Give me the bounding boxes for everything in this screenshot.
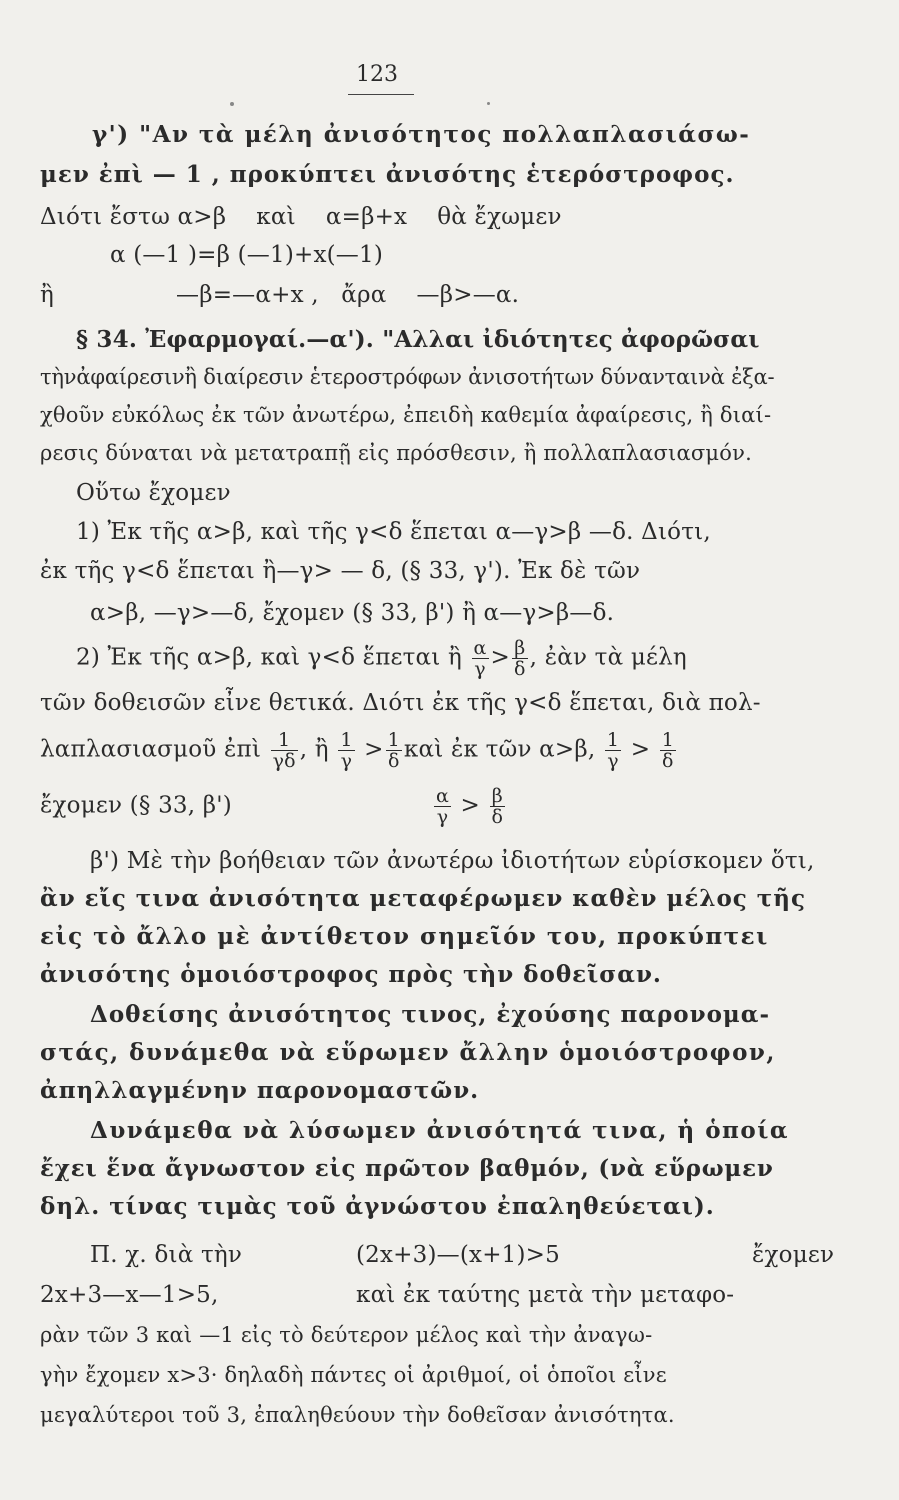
fraction-denominator: γ: [436, 806, 449, 828]
text-line: ἂν εἴς τινα ἀνισότητα μεταφέρωμεν καθὲν μέλος τῆς: [40, 885, 807, 912]
text-line: εἰς τὸ ἄλλο μὲ ἀντίθετον σημεῖόν του, προκύπτει: [40, 923, 769, 950]
text-line: ,: [529, 644, 538, 671]
text-line: Οὕτω ἔχομεν: [76, 480, 231, 506]
text-line: (2x+3)—(x+1)>5: [356, 1242, 560, 1268]
fraction: [271, 730, 298, 771]
ink-speck: [230, 102, 234, 106]
fraction-numerator: β: [490, 786, 506, 807]
ink-speck: [487, 102, 490, 105]
text-line: 2) Ἐκ τῆς α>β, καὶ γ<δ ἕπεται ἢ: [76, 644, 462, 671]
text-line: στάς, δυνάμεθα νὰ εὕρωμεν ἄλλην ὁμοιόστροφον,: [40, 1039, 776, 1066]
text-line: ἔχει ἕνα ἄγνωστον εἰς πρῶτον βαθμόν, (νὰ εὕρωμεν: [40, 1155, 774, 1182]
fraction-denominator: δ: [491, 806, 504, 828]
fraction-denominator: γ: [340, 750, 353, 772]
text-line: χθοῦν εὐκόλως ἐκ τῶν ἀνωτέρω, ἐπειδὴ καθεμία ἀφαίρεσις, ἢ διαί-: [40, 403, 772, 427]
text-line: ἀνισότης ὁμοιόστροφος πρὸς τὴν δοθεῖσαν.: [40, 961, 662, 988]
text-line: 2x+3—x—1>5,: [40, 1282, 219, 1308]
fraction-numerator: 1: [387, 729, 400, 751]
fraction: [490, 786, 506, 827]
text-line: Π. χ. διὰ τὴν: [90, 1242, 243, 1268]
text-line: ἔχομεν (§ 33, β'): [40, 792, 232, 819]
text-line: 1) Ἐκ τῆς α>β, καὶ τῆς γ<δ ἕπεται α—γ>β —δ. Διότι,: [76, 519, 711, 545]
gt-symbol: >: [460, 792, 480, 819]
fraction-numerator: β: [512, 638, 528, 659]
text-line: δηλ. τίνας τιμὰς τοῦ ἀγνώστου ἐπαληθεύεται).: [40, 1193, 715, 1220]
text-line: τῶν δοθεισῶν εἶνε θετικά. Διότι ἐκ τῆς γ<δ ἕπεται, διὰ πολ-: [40, 690, 761, 716]
text-line: ἢ: [40, 282, 54, 308]
text-line: α>β, —γ>—δ, ἔχομεν (§ 33, β') ἢ α—γ>β—δ.: [90, 600, 615, 626]
text-line: λαπλασιασμοῦ ἐπὶ: [40, 736, 262, 763]
fraction-denominator: γ: [607, 750, 619, 772]
gt-symbol: >: [630, 736, 651, 763]
text-line: γὴν ἔχομεν x>3· δηλαδὴ πάντες οἱ ἀριθμοί, οἱ ὁποῖοι εἶνε: [40, 1363, 667, 1387]
fraction-denominator: δ: [662, 750, 674, 772]
formula-line: [40, 730, 678, 771]
text-line: β') Μὲ τὴν βοήθειαν τῶν ἀνωτέρω ἰδιοτήτων εὑρίσκομεν ὅτι,: [90, 848, 815, 874]
fraction: [512, 638, 528, 679]
fraction: [338, 730, 354, 771]
fraction-denominator: γδ: [272, 750, 296, 772]
text-line: γ') "Αν τὰ μέλη ἀνισότητος πολλαπλασιάσω-: [92, 121, 751, 148]
fraction: [472, 638, 489, 679]
text-line: ρὰν τῶν 3 καὶ —1 εἰς τὸ δεύτερον μέλος καὶ τὴν ἀναγω-: [40, 1323, 653, 1347]
text-line: τὴνἀφαίρεσινἢ διαίρεσιν ἑτεροστρόφων ἀνισοτήτων δύνανταινὰ ἐξα-: [40, 365, 775, 389]
text-line: καὶ ἐκ τῶν α>β,: [403, 736, 596, 763]
text-line: Διότι ἔστω α>β καὶ α=β+x θὰ ἔχωμεν: [40, 204, 562, 230]
page-number-rule: [348, 94, 414, 95]
page-number: 123: [356, 62, 398, 87]
fraction-numerator: 1: [606, 729, 620, 751]
fraction: [386, 730, 402, 771]
text-line: , ἢ: [299, 736, 329, 763]
fraction-denominator: δ: [514, 658, 526, 680]
text-line: μεν ἐπὶ — 1 , προκύπτει ἀνισότης ἑτερόστροφος.: [40, 161, 735, 188]
text-line: ἔχομεν: [752, 1242, 835, 1268]
fraction-denominator: γ: [474, 658, 486, 680]
gt-symbol: >: [364, 736, 384, 763]
text-line: Δοθείσης ἀνισότητος τινος, ἐχούσης παρονομα-: [90, 1001, 771, 1028]
formula-line: [76, 638, 687, 679]
text-line: —β=—α+x , ἄρα —β>—α.: [176, 282, 520, 308]
text-line: Δυνάμεθα νὰ λύσωμεν ἀνισότητά τινα, ἡ ὁποία: [90, 1117, 790, 1144]
fraction: [605, 730, 621, 771]
fraction-numerator: 1: [271, 730, 298, 751]
fraction: [434, 786, 451, 827]
gt-symbol: >: [490, 644, 511, 671]
text-line: ἐὰν τὰ μέλη: [544, 644, 687, 671]
text-line: ἐκ τῆς γ<δ ἕπεται ἢ—γ> — δ, (§ 33, γ'). Ἐκ δὲ τῶν: [40, 558, 641, 584]
formula-line: [40, 786, 507, 827]
fraction-numerator: α: [435, 785, 449, 807]
fraction-denominator: δ: [387, 750, 400, 772]
section-heading: § 34. Ἐφαρμογαί.—α'). "Αλλαι ἰδιότητες ἀφορῶσαι: [76, 326, 760, 353]
fraction: [660, 730, 676, 771]
fraction-numerator: 1: [340, 729, 353, 751]
text-line: α (—1 )=β (—1)+x(—1): [110, 242, 384, 268]
fraction-numerator: 1: [661, 729, 674, 751]
fraction-numerator: α: [473, 637, 487, 659]
text-line: καὶ ἐκ ταύτης μετὰ τὴν μεταφο-: [356, 1282, 735, 1308]
text-line: ρεσις δύναται νὰ μετατραπῇ εἰς πρόσθεσιν, ἢ πολλαπλασιασμόν.: [40, 441, 752, 465]
text-line: μεγαλύτεροι τοῦ 3, ἐπαληθεύουν τὴν δοθεῖσαν ἀνισότητα.: [40, 1403, 675, 1427]
text-line: ἀπηλλαγμένην παρονομαστῶν.: [40, 1077, 480, 1104]
